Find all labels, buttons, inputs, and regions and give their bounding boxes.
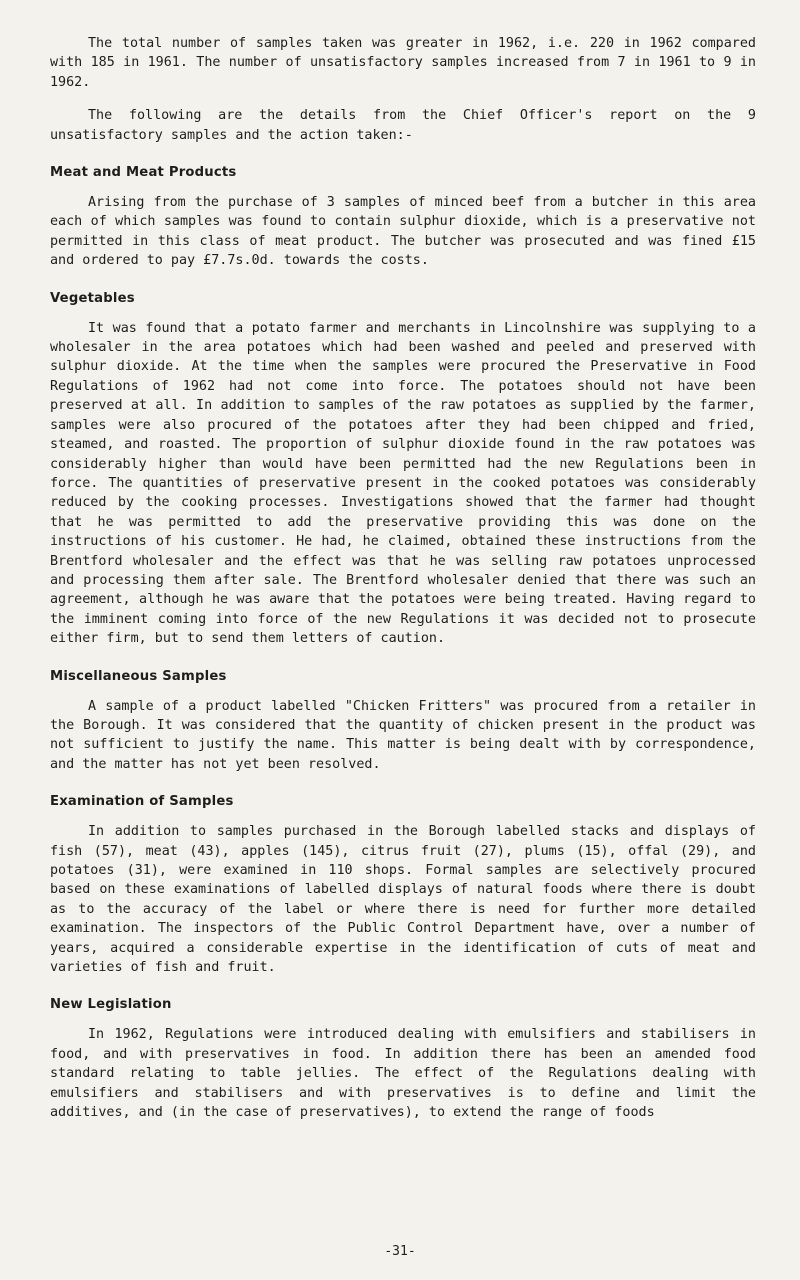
page-number: -31-	[384, 1244, 416, 1259]
heading-meat: Meat and Meat Products	[50, 165, 237, 181]
paragraph-miscellaneous: A sample of a product labelled "Chicken Fritters" was procured from a retailer in the Borough. It was considered that the quantity of chicken present in the product was not sufficient to justify the name. This matter is being dealt with by correspondence, and the matter has not yet been resolved.	[50, 698, 756, 772]
heading-examination: Examination of Samples	[50, 794, 234, 810]
heading-legislation: New Legislation	[50, 997, 172, 1013]
intro-paragraph-samples-total: The total number of samples taken was greater in 1962, i.e. 220 in 1962 compared with 185 in 1961. The number of unsatisfactory samples increased from 7 in 1961 to 9 in 1962.	[50, 36, 756, 90]
paragraph-legislation: In 1962, Regulations were introduced dealing with emulsifiers and stabilisers in food, and with preservatives in food. In addition there has been an amended food standard relating to table jellies. The effect of the Regulations dealing with emulsifiers and stabilisers and with preservatives is to define and limit the additives, and (in the case of preservatives), to extend the range of foods	[50, 1027, 756, 1121]
intro-paragraph-details: The following are the details from the Chief Officer's report on the 9 unsatisfactory samples and the action taken:-	[50, 108, 756, 143]
heading-miscellaneous: Miscellaneous Samples	[50, 668, 227, 684]
paragraph-examination: In addition to samples purchased in the Borough labelled stacks and displays of fish (57), meat (43), apples (145), citrus fruit (27), plums (15), offal (29), and potatoes (31), were examined in 110 shops. Formal samples are selectively procured based on these examinations of labelled displays of natural foods where there is doubt as to the accuracy of the label or where there is need for further more detailed examination. The inspectors of the Public Control Department have, over a number of years, acquired a considerable expertise in the identification of cuts of meat and varieties of fish and fruit.	[50, 824, 756, 976]
paragraph-meat: Arising from the purchase of 3 samples of minced beef from a butcher in this area each of which samples was found to contain sulphur dioxide, which is a preservative not permitted in this class of meat product. The butcher was prosecuted and was fined £15 and ordered to pay £7.7s.0d. towards the costs.	[50, 195, 756, 269]
heading-vegetables: Vegetables	[50, 290, 135, 306]
paragraph-vegetables: It was found that a potato farmer and merchants in Lincolnshire was supplying to a wholesaler in the area potatoes which had been washed and peeled and preserved with sulphur dioxide. At the time when the samples were procured the Preservative in Food Regulations of 1962 had not come into force. The potatoes should not have been preserved at all. In addition to samples of the raw potatoes as supplied by the farmer, samples were also procured of the potatoes after they had been chipped and fried, steamed, and roasted. The proportion of sulphur dioxide found in the raw potatoes was considerably higher than would have been permitted had the new Regulations been in force. The quantities of preservative present in the cooked potatoes was considerably reduced by the cooking processes. Investigations showed that the farmer had thought that he was permitted to add the preservative providing this was done on the instructions of his customer. He had, he claimed, obtained these instructions from the Brentford wholesaler and the effect was that he was selling raw potatoes unprocessed and processing them after sale. The Brentford wholesaler denied that there was such an agreement, although he was aware that the potatoes were being treated. Having regard to the imminent coming into force of the new Regulations it was decided not to prosecute either firm, but to send them letters of caution.	[50, 320, 756, 647]
